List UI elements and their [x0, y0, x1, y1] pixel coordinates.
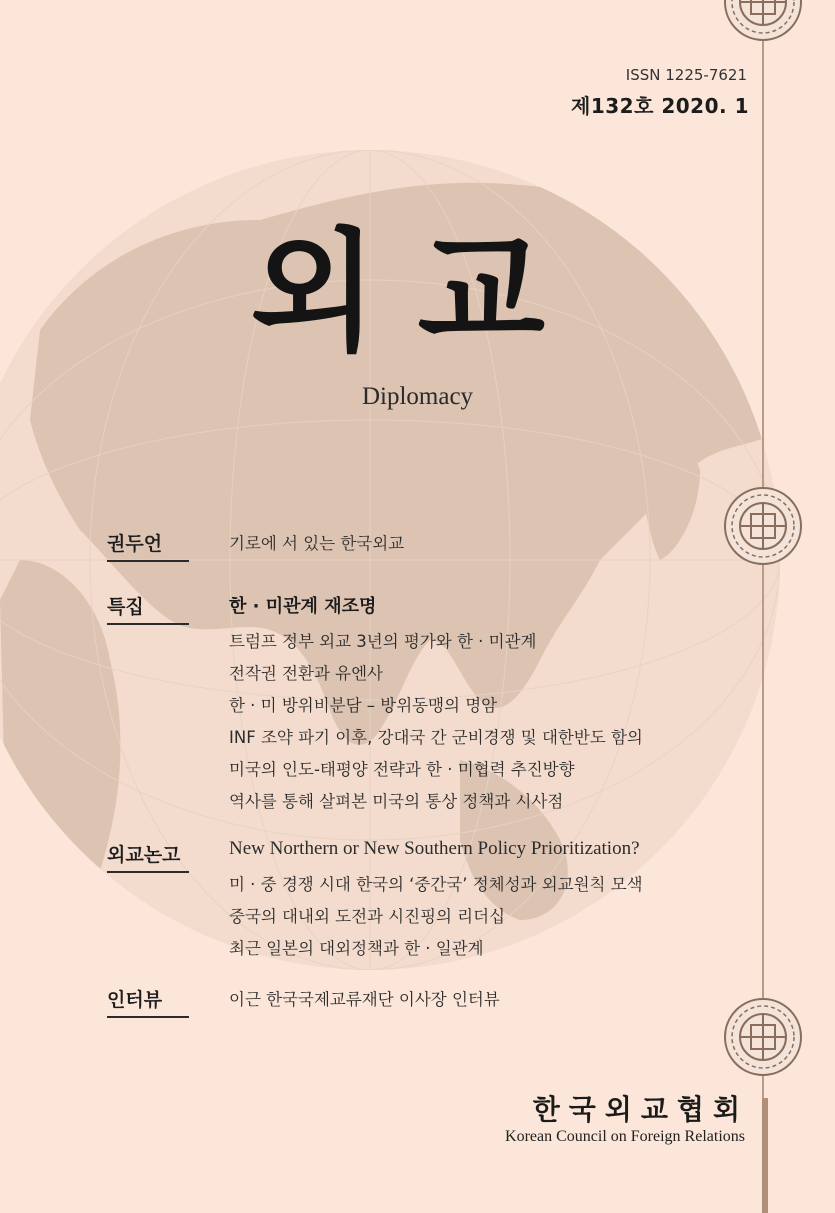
toc-item: 한 · 미 방위비분담 – 방위동맹의 명암: [229, 696, 498, 715]
section-label-foreword: 권두언: [107, 529, 189, 562]
section-label-special-feature: 특집: [107, 592, 189, 625]
toc-item: 미 · 중 경쟁 시대 한국의 ‘중간국’ 정체성과 외교원칙 모색: [229, 875, 643, 894]
toc-item: INF 조약 파기 이후, 강대국 간 군비경쟁 및 대한반도 함의: [229, 728, 643, 747]
spine-band: [762, 1098, 768, 1213]
medallion-ornament-middle: [723, 486, 803, 566]
toc-item: 역사를 통해 살펴본 미국의 통상 정책과 시사점: [229, 792, 564, 811]
section-label-diplomatic-essays: 외교논고: [107, 840, 189, 873]
magazine-title-korean: 외교: [249, 215, 586, 370]
publisher-name-english: Korean Council on Foreign Relations: [505, 1128, 745, 1145]
section-label-interview: 인터뷰: [107, 985, 189, 1018]
toc-item: 기로에 서 있는 한국외교: [229, 534, 405, 553]
special-feature-theme: 한 · 미관계 재조명: [229, 596, 377, 617]
toc-item: 중국의 대내외 도전과 시진핑의 리더십: [229, 907, 506, 926]
toc-item: 최근 일본의 대외정책과 한 · 일관계: [229, 939, 484, 958]
issue-number: 제132호 2020. 1: [571, 94, 749, 118]
toc-item: 이근 한국국제교류재단 이사장 인터뷰: [229, 990, 500, 1009]
medallion-ornament-bottom: [723, 997, 803, 1077]
toc-item: 전작권 전환과 유엔사: [229, 664, 383, 683]
issn-number: ISSN 1225-7621: [625, 66, 747, 84]
publisher-name-korean: 한국외교협회: [532, 1093, 749, 1126]
medallion-ornament-top: [723, 0, 803, 42]
toc-item: 트럼프 정부 외교 3년의 평가와 한 · 미관계: [229, 632, 537, 651]
toc-item: New Northern or New Southern Policy Prioritization?: [229, 838, 640, 859]
magazine-title-english: Diplomacy: [361, 383, 474, 410]
toc-item: 미국의 인도-태평양 전략과 한 · 미협력 추진방향: [229, 760, 575, 779]
